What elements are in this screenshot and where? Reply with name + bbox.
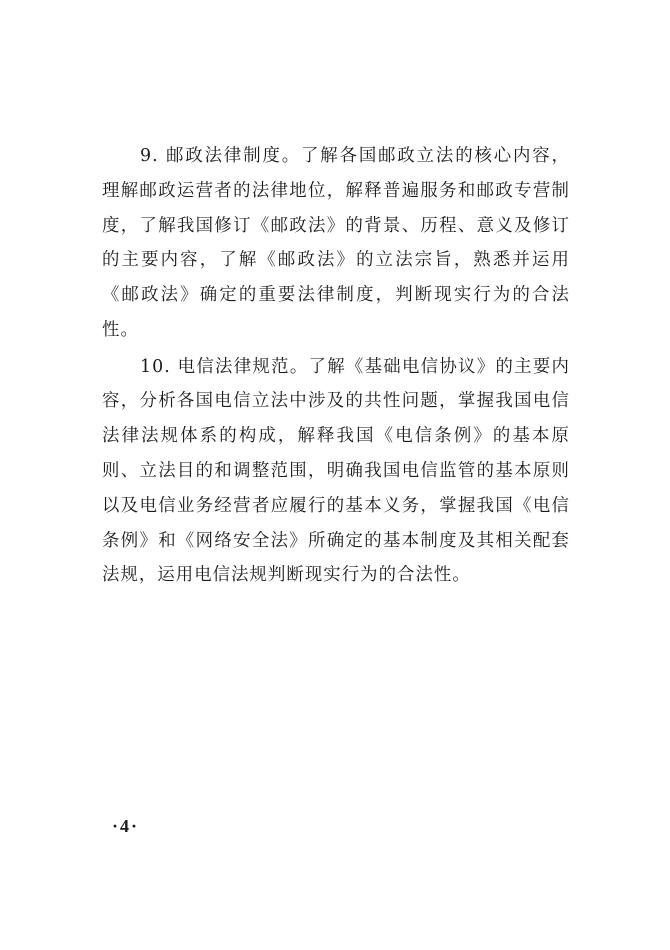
page-number: ·4·: [112, 816, 140, 836]
paragraph-postal-law: 9. 邮政法律制度。了解各国邮政立法的核心内容，理解邮政运营者的法律地位，解释普遍服务和邮政专营制度，了解我国修订《邮政法》的背景、历程、意义及修订的主要内容，了解《邮政法》的立法宗旨，熟悉并运用《邮政法》确定的重要法律制度，判断现实行为的合法性。: [102, 146, 570, 340]
paragraph-telecom-law: 10. 电信法律规范。了解《基础电信协议》的主要内容，分析各国电信立法中涉及的共性问题，掌握我国电信法律法规体系的构成，解释我国《电信条例》的基本原则、立法目的和调整范围，明确我国电信监管的基本原则以及电信业务经营者应履行的基本义务，掌握我国《电信条例》和《网络安全法》所确定的基本制度及其相关配套法规，运用电信法规判断现实行为的合法性。: [102, 356, 570, 586]
body-text: [102, 139, 570, 595]
